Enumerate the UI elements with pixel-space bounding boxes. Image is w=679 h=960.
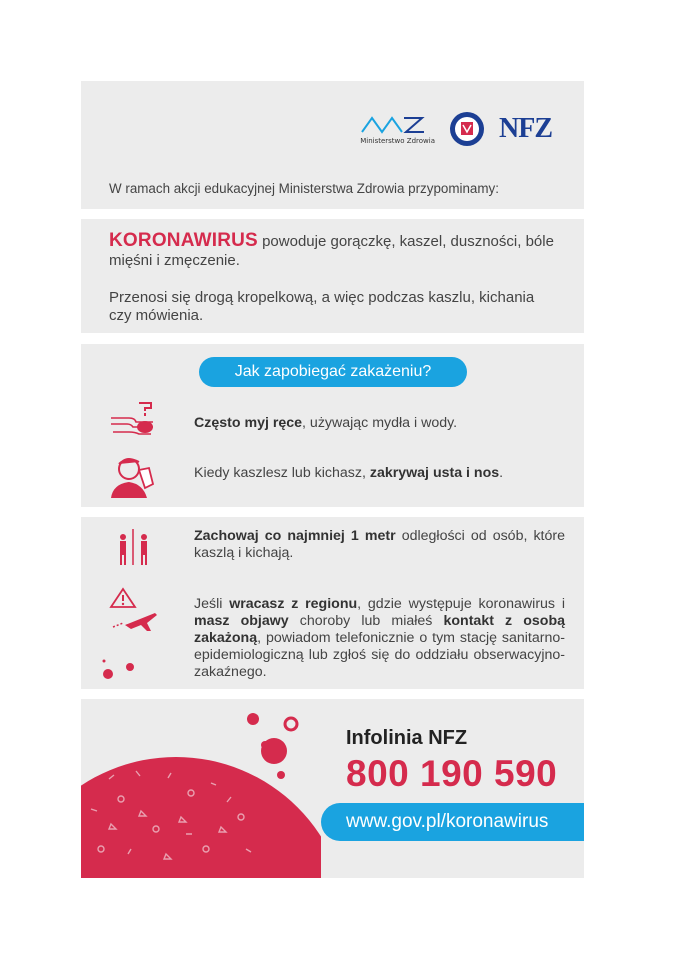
prevention-panel [81,344,584,507]
handwash-text: Często myj ręce, używając mydła i wody. [194,415,458,431]
distance-panel [81,517,584,689]
virus-name: KORONAWIRUS [109,230,258,251]
handwash-icon [109,400,159,440]
hotline-title: Infolinia NFZ [346,727,468,749]
transmission-text: Przenosi się drogą kropelkową, a więc podczas kaszlu, kichania czy mówienia. [109,289,535,324]
symptoms: powoduje gorączkę, kaszel, duszności, bóle mięśni i zmęczenie. [109,233,554,269]
header-panel [81,81,584,209]
info-panel [81,219,584,333]
warning-travel-icon [109,587,159,633]
distance-text: Zachowaj co najmniej 1 metr odległości od osób, które kaszlą i kichają. [194,528,565,561]
virus-illustration [81,699,321,878]
hotline-phone[interactable]: 800 190 590 [346,753,558,794]
ministry-logo [360,114,435,145]
logos [360,111,552,147]
distance-icon [111,527,155,567]
travel-text: Jeśli wracasz z regionu, gdzie występuje koronawirus i masz objawy choroby lub miałeś kontakt z osobą zakażoną, powiadom telefonicznie o tym stację sanitarno-epidemiologiczną lub zgłoś się do oddziału obserwacyjno-zakaźnego. [194,596,566,680]
intro-text: W ramach akcji edukacyjnej Ministerstwa Zdrowia przypominamy: [109,181,499,196]
prevention-title: Jak zapobiegać zakażeniu? [199,357,467,387]
ministry-logo-icon [360,114,426,136]
cover-text: Kiedy kaszlesz lub kichasz, zakrywaj usta i nos. [194,465,504,481]
virus-drops-icon [99,657,139,681]
nfz-logo: NFZ [499,113,552,144]
contact-panel [81,699,584,878]
ministry-caption: Ministerstwo Zdrowia [360,136,435,145]
sanitary-seal-icon [449,111,485,147]
symptoms-text [109,231,569,270]
website-link[interactable]: www.gov.pl/koronawirus [321,803,584,841]
sneeze-icon [109,454,157,500]
